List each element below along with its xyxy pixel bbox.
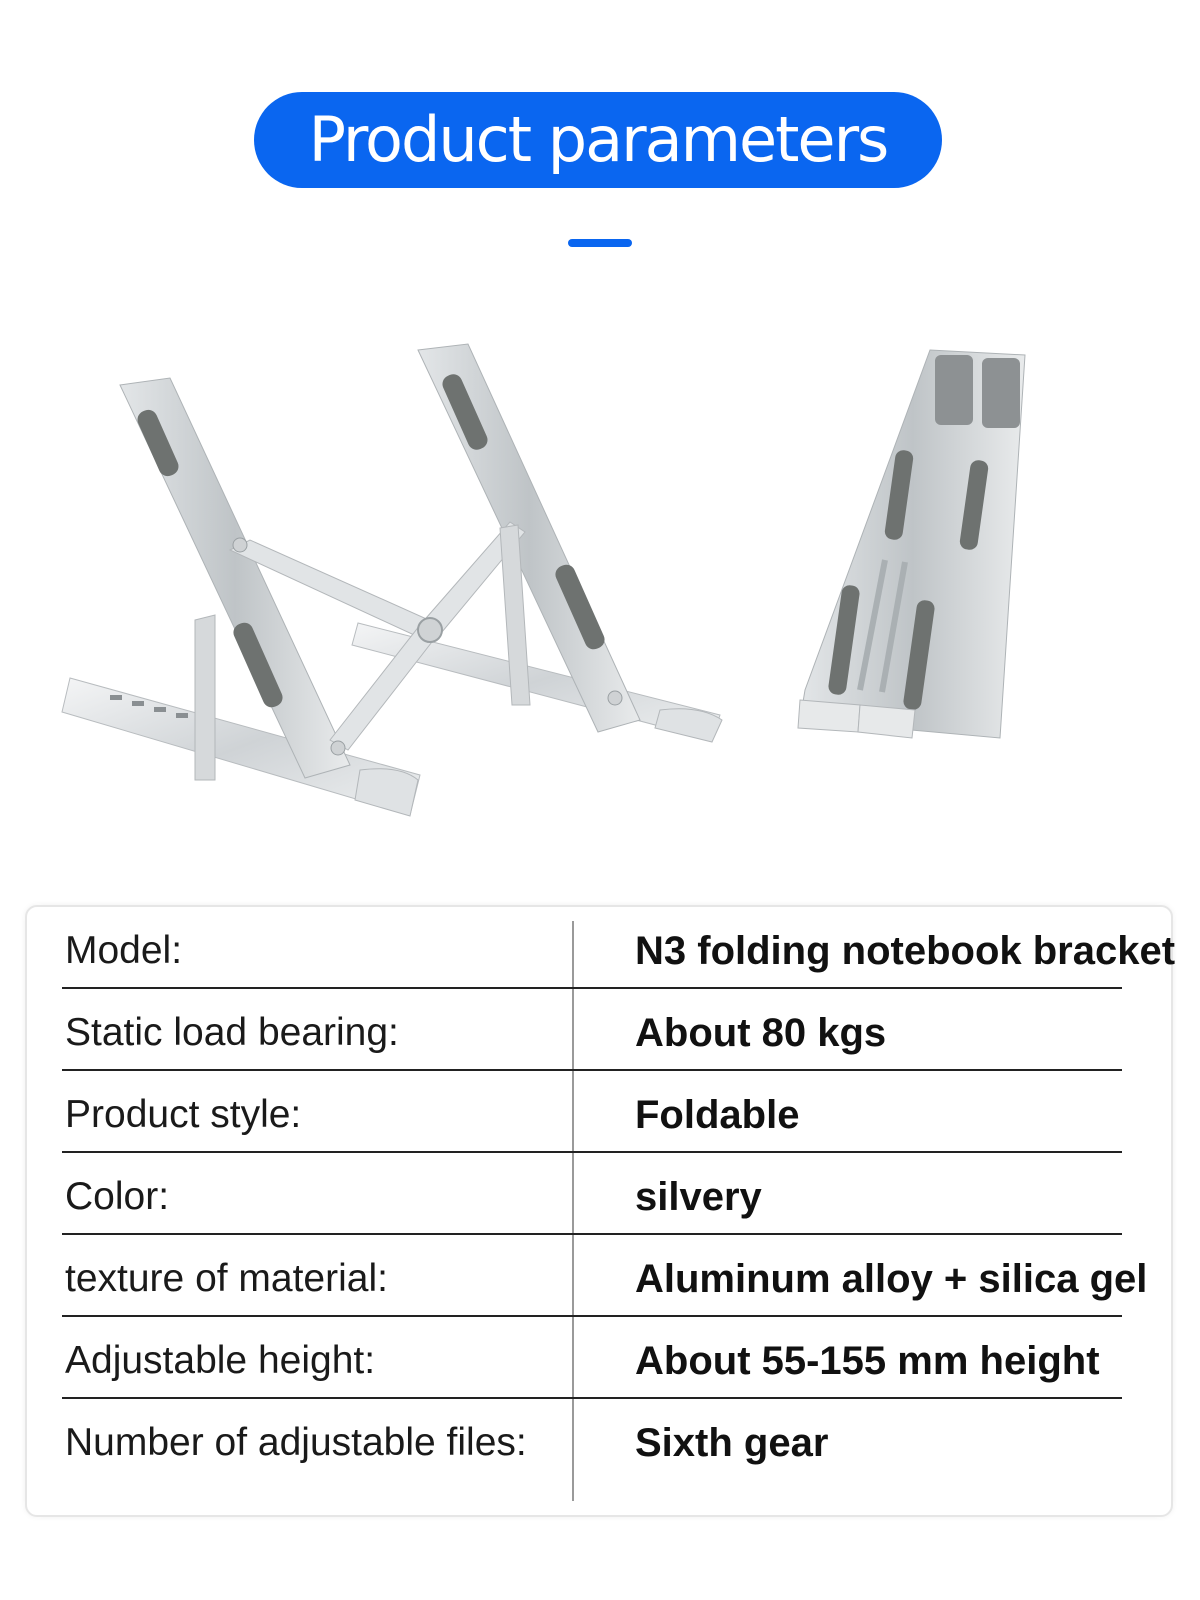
spec-label: Model: bbox=[65, 929, 183, 972]
spec-label: Number of adjustable files: bbox=[65, 1421, 527, 1464]
spec-row-model bbox=[62, 907, 1176, 989]
spec-value: About 55-155 mm height bbox=[635, 1339, 1100, 1383]
spec-value: N3 folding notebook bracket bbox=[635, 929, 1176, 973]
spec-row-color bbox=[62, 1153, 1122, 1235]
folded-stand-illustration bbox=[798, 350, 1025, 738]
spec-value: Aluminum alloy + silica gel bbox=[635, 1257, 1148, 1301]
spec-label: Adjustable height: bbox=[65, 1339, 376, 1382]
product-image bbox=[0, 300, 1200, 880]
spec-value: About 80 kgs bbox=[635, 1011, 887, 1055]
spec-label: Color: bbox=[65, 1175, 170, 1218]
title-banner bbox=[254, 92, 942, 188]
spec-value: Foldable bbox=[635, 1093, 800, 1137]
spec-row-height bbox=[62, 1317, 1122, 1399]
spec-table bbox=[25, 905, 1176, 1517]
spec-row-load bbox=[62, 989, 1122, 1071]
spec-row-gears bbox=[62, 1399, 1122, 1481]
spec-row-material bbox=[62, 1235, 1148, 1317]
spec-label: Product style: bbox=[65, 1093, 302, 1136]
spec-label: Static load bearing: bbox=[65, 1011, 399, 1054]
spec-row-style bbox=[62, 1071, 1122, 1153]
spec-value: silvery bbox=[635, 1175, 762, 1219]
spec-value: Sixth gear bbox=[635, 1421, 829, 1465]
page-title: Product parameters bbox=[308, 103, 888, 176]
open-stand-illustration bbox=[62, 344, 722, 816]
title-underline bbox=[568, 239, 632, 247]
spec-label: texture of material: bbox=[65, 1257, 388, 1300]
